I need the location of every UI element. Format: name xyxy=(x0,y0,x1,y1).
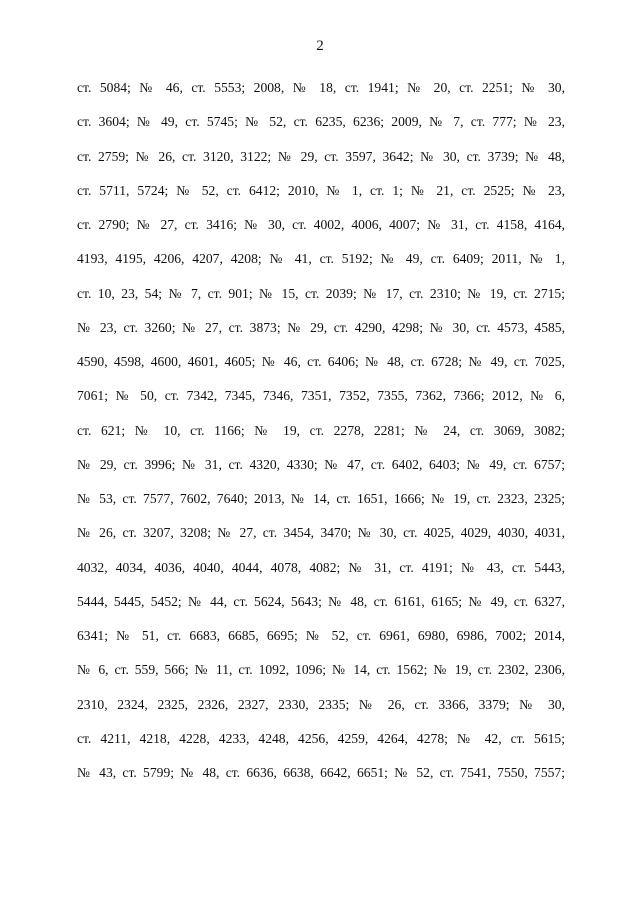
text-line: ст. 2790; № 27, ст. 3416; № 30, ст. 4002, 4006, 4007; № 31, ст. 4158, 4164, xyxy=(77,217,565,232)
text-line: 4032, 4034, 4036, 4040, 4044, 4078, 4082; № 31, ст. 4191; № 43, ст. 5443, xyxy=(77,559,565,575)
page-number: 2 xyxy=(316,38,324,54)
text-line: № 43, ст. 5799; № 48, ст. 6636, 6638, 6642, 6651; № 52, ст. 7541, 7550, 7557; xyxy=(77,765,565,780)
text-line: № 29, ст. 3996; № 31, ст. 4320, 4330; № 47, ст. 6402, 6403; № 49, ст. 6757; xyxy=(77,456,565,472)
text-line: № 26, ст. 3207, 3208; № 27, ст. 3454, 3470; № 30, ст. 4025, 4029, 4030, 4031, xyxy=(77,525,565,541)
legal-citation-text xyxy=(77,78,565,797)
text-line: ст. 4211, 4218, 4228, 4233, 4248, 4256, 4259, 4264, 4278; № 42, ст. 5615; xyxy=(77,730,565,746)
text-line: ст. 2759; № 26, ст. 3120, 3122; № 29, ст. 3597, 3642; № 30, ст. 3739; № 48, xyxy=(77,148,565,164)
text-line: 7061; № 50, ст. 7342, 7345, 7346, 7351, 7352, 7355, 7362, 7366; 2012, № 6, xyxy=(77,388,565,404)
text-line: № 23, ст. 3260; № 27, ст. 3873; № 29, ст. 4290, 4298; № 30, ст. 4573, 4585, xyxy=(77,319,565,335)
text-line: 2310, 2324, 2325, 2326, 2327, 2330, 2335; № 26, ст. 3366, 3379; № 30, xyxy=(77,696,565,712)
text-line: ст. 621; № 10, ст. 1166; № 19, ст. 2278, 2281; № 24, ст. 3069, 3082; xyxy=(77,422,565,438)
text-line: ст. 5711, 5724; № 52, ст. 6412; 2010, № 1, ст. 1; № 21, ст. 2525; № 23, xyxy=(77,182,565,198)
text-line: 6341; № 51, ст. 6683, 6685, 6695; № 52, ст. 6961, 6980, 6986, 7002; 2014, xyxy=(77,628,565,643)
text-line: ст. 5084; № 46, ст. 5553; 2008, № 18, ст. 1941; № 20, ст. 2251; № 30, xyxy=(77,80,565,95)
text-line: № 53, ст. 7577, 7602, 7640; 2013, № 14, ст. 1651, 1666; № 19, ст. 2323, 2325; xyxy=(77,491,565,506)
text-line: ст. 3604; № 49, ст. 5745; № 52, ст. 6235, 6236; 2009, № 7, ст. 777; № 23, xyxy=(77,114,565,130)
text-line: ст. 10, 23, 54; № 7, ст. 901; № 15, ст. 2039; № 17, ст. 2310; № 19, ст. 2715; xyxy=(77,285,565,301)
text-line: 4193, 4195, 4206, 4207, 4208; № 41, ст. 5192; № 49, ст. 6409; 2011, № 1, xyxy=(77,251,565,267)
text-line: № 6, ст. 559, 566; № 11, ст. 1092, 1096; № 14, ст. 1562; № 19, ст. 2302, 2306, xyxy=(77,662,565,678)
text-line: 5444, 5445, 5452; № 44, ст. 5624, 5643; № 48, ст. 6161, 6165; № 49, ст. 6327, xyxy=(77,593,565,609)
text-line: 4590, 4598, 4600, 4601, 4605; № 46, ст. 6406; № 48, ст. 6728; № 49, ст. 7025, xyxy=(77,354,565,369)
